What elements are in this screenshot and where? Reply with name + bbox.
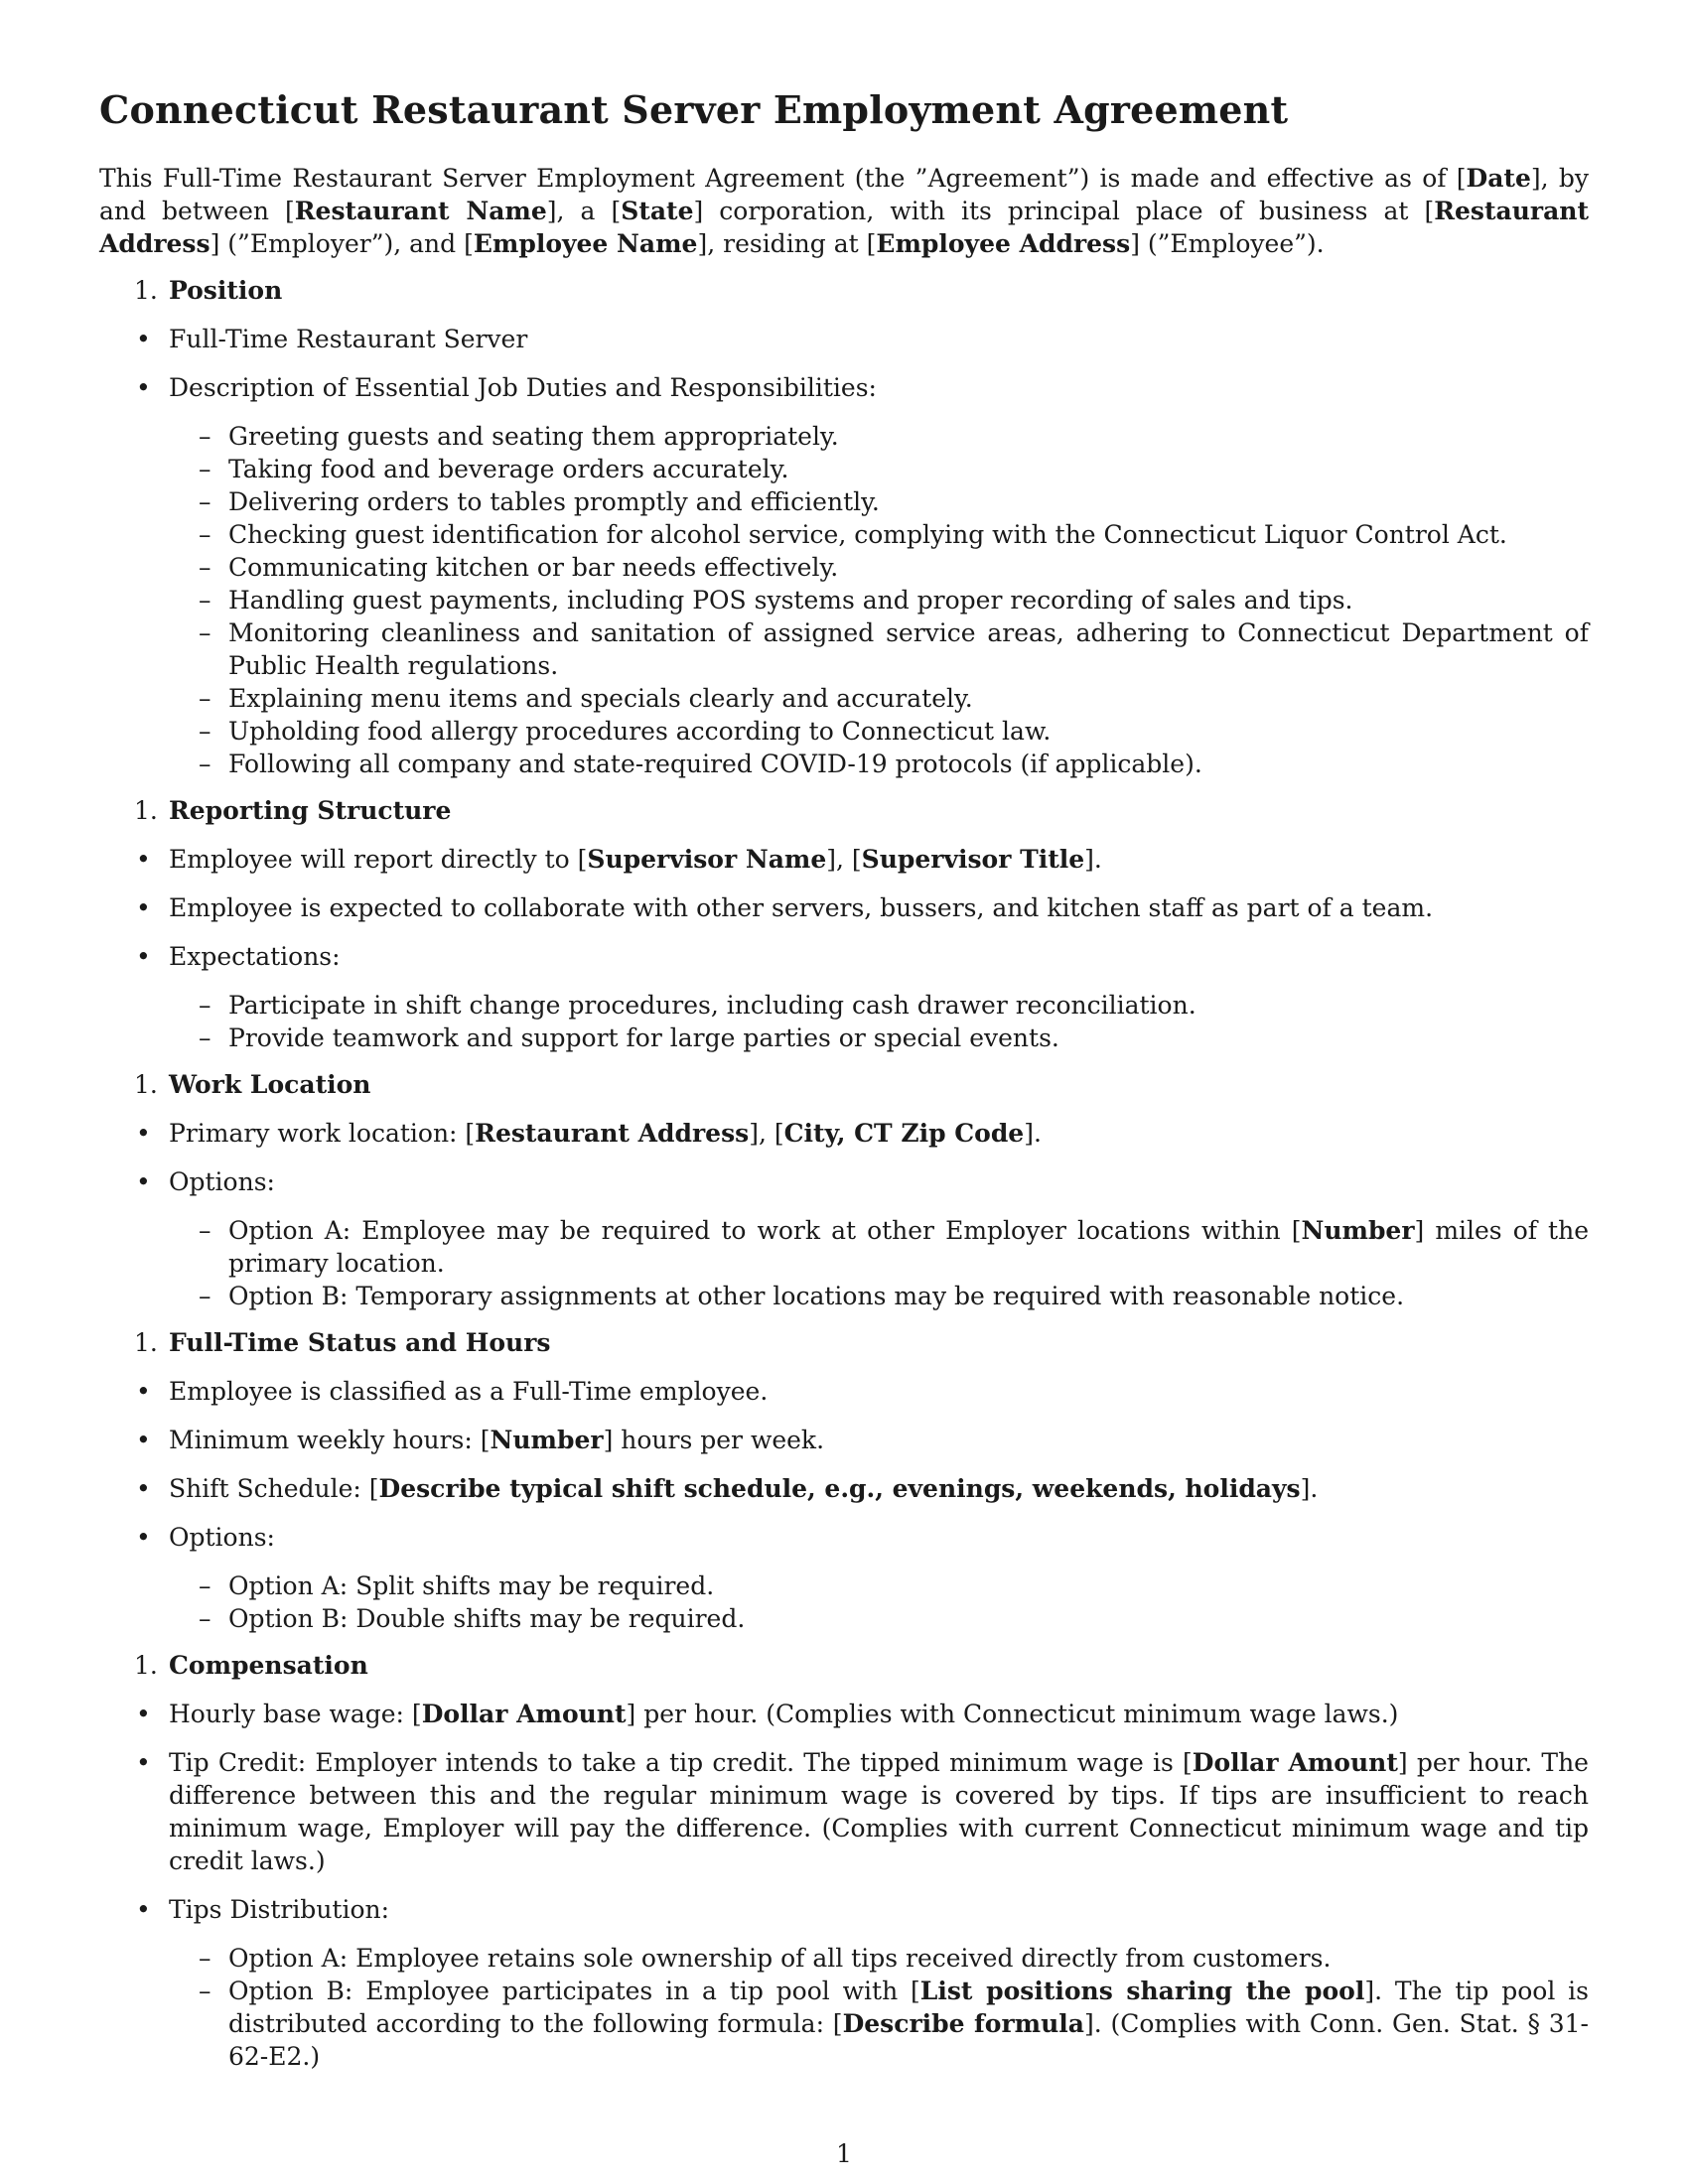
bullet-text: Tips Distribution: [169,1895,390,1924]
section-number: 1. [134,796,158,825]
bullet-text: Full-Time Restaurant Server [169,325,528,353]
section-title: Reporting Structure [169,796,452,825]
document-title: Connecticut Restaurant Server Employment Agreement [99,87,1289,132]
placeholder-number: Number [1301,1216,1415,1245]
placeholder-city-zip: City, CT Zip Code [783,1119,1025,1148]
intro-text: ], a [ [546,197,622,225]
bullet-text: Employee is expected to collaborate with other servers, bussers, and kitchen staff as part of a team. [169,893,1434,922]
sub-item: – Handling guest payments, including POS systems and proper recording of sales and tips. [199,586,1353,614]
intro-text: ] (”Employee”). [1130,229,1325,258]
section-number: 1. [134,1328,158,1357]
sub-text: Explaining menu items and specials clearly and accurately. [228,684,973,713]
bullet-item: • Full-Time Restaurant Server [136,325,528,353]
placeholder-number: Number [490,1426,604,1454]
placeholder-supervisor-title: Supervisor Title [861,845,1085,874]
bullet-text: Minimum weekly hours: [ [169,1426,491,1454]
bullet-item: • Employee will report directly to [Supervisor Name], [Supervisor Title]. [136,845,1102,874]
section-title: Compensation [169,1651,368,1680]
placeholder-dollar-amount: Dollar Amount [1192,1748,1398,1777]
bullet-text: Description of Essential Job Duties and Responsibilities: [169,373,877,402]
bullet-text: Expectations: [169,942,341,971]
placeholder-restaurant-name: Restaurant Name [294,197,547,225]
bullet-item: • Shift Schedule: [Describe typical shift schedule, e.g., evenings, weekends, holidays]. [136,1474,1319,1503]
sub-item: – Monitoring cleanliness and sanitation of assigned service areas, adhering to Connecticut Department of Public Health regulations. [199,618,1589,680]
bullet-text: ] per hour. (Complies with Connecticut minimum wage laws.) [626,1700,1399,1728]
bullet-item: • Employee is expected to collaborate with other servers, bussers, and kitchen staff as part of a team. [136,893,1434,922]
sub-text: Participate in shift change procedures, including cash drawer reconciliation. [228,991,1196,1020]
bullet-item: • Primary work location: [Restaurant Address], [City, CT Zip Code]. [136,1119,1042,1148]
bullet-text: Hourly base wage: [ [169,1700,422,1728]
sub-item: – Following all company and state-required COVID-19 protocols (if applicable). [199,750,1202,778]
bullet-item: • Hourly base wage: [Dollar Amount] per hour. (Complies with Connecticut minimum wage laws.) [136,1700,1399,1728]
expectations-list [99,989,1589,1054]
sub-text: ]. The tip pool is distributed according to the following formula: [ [228,1977,1589,2038]
intro-paragraph [99,162,1589,260]
tips-options-list [99,1942,1589,2073]
section-compensation [99,1649,1589,1682]
document-page [99,87,1589,2087]
sub-text: Option B: Double shifts may be required. [228,1604,746,1633]
sub-text: Option B: Employee participates in a tip pool with [ [228,1977,920,2005]
bullet-text: ], [ [826,845,862,874]
sub-item: – Checking guest identification for alcohol service, complying with the Connecticut Liquor Control Act. [199,520,1507,549]
bullet-text: Employee is classified as a Full-Time employee. [169,1377,769,1406]
sub-text: Delivering orders to tables promptly and efficiently. [228,487,880,516]
sub-item: – Greeting guests and seating them appropriately. [199,422,839,451]
bullet-text: ] per hour. The difference between this and the regular minimum wage is covered by tips. If tips are insufficient to reach minimum wage, Employer will pay the difference. (Complies with current Connecticut minimum wage and tip credit laws.) [169,1748,1589,1875]
page-number: 1 [836,2139,852,2168]
section-title: Full-Time Status and Hours [169,1328,551,1357]
section-title: Position [169,276,283,305]
sub-text: Handling guest payments, including POS systems and proper recording of sales and tips. [228,586,1353,614]
placeholder-supervisor-name: Supervisor Name [587,845,827,874]
sub-text: Option A: Employee may be required to work at other Employer locations within [ [228,1216,1302,1245]
sub-item: – Option B: Temporary assignments at other locations may be required with reasonable notice. [199,1282,1405,1310]
placeholder-employee-address: Employee Address [876,229,1131,258]
sub-text: Taking food and beverage orders accurately. [228,455,789,483]
section-number: 1. [134,1651,158,1680]
duties-list [99,420,1589,780]
intro-text: ], by and between [ [99,164,1589,225]
placeholder-formula: Describe formula [842,2009,1084,2038]
intro-text: ], residing at [ [697,229,877,258]
bullet-text: ]. [1300,1474,1319,1503]
section-position [99,274,1589,307]
placeholder-shift-schedule: Describe typical shift schedule, e.g., evenings, weekends, holidays [378,1474,1301,1503]
sub-item: – Provide teamwork and support for large parties or special events. [199,1024,1059,1052]
sub-text: Following all company and state-required COVID-19 protocols (if applicable). [228,750,1202,778]
sub-text: Option A: Employee retains sole ownership of all tips received directly from customers. [228,1944,1332,1973]
sub-text: Greeting guests and seating them appropriately. [228,422,839,451]
bullet-text: ] hours per week. [603,1426,825,1454]
sub-item: – Upholding food allergy procedures according to Connecticut law. [199,717,1052,746]
bullet-item: • Options: [136,1523,275,1552]
bullet-text: Employee will report directly to [ [169,845,588,874]
placeholder-tip-pool-positions: List positions sharing the pool [919,1977,1365,2005]
bullet-item: • Description of Essential Job Duties and Responsibilities: [136,373,877,402]
sub-item: – Option A: Employee may be required to work at other Employer locations within [Number] miles of the primary location. [199,1216,1589,1278]
bullet-item: • Expectations: [136,942,341,971]
section-number: 1. [134,276,158,305]
bullet-item: • Options: [136,1167,275,1196]
shift-options-list [99,1570,1589,1635]
placeholder-dollar-amount: Dollar Amount [421,1700,627,1728]
sub-item: – Option A: Split shifts may be required. [199,1571,715,1600]
placeholder-restaurant-address: Restaurant Address [99,197,1589,258]
bullet-item: • Tip Credit: Employer intends to take a tip credit. The tipped minimum wage is [Dollar Amount] per hour. The difference between this and the regular minimum wage is covered by tips. If tips are insufficient to reach minimum wage, Employer will pay the difference. (Complies with current Connecticut minimum wage and tip credit laws.) [136,1748,1589,1875]
sub-text: Provide teamwork and support for large parties or special events. [228,1024,1059,1052]
sub-text: Option B: Temporary assignments at other locations may be required with reasonable notice. [228,1282,1405,1310]
bullet-text: Tip Credit: Employer intends to take a tip credit. The tipped minimum wage is [ [169,1748,1193,1777]
bullet-item: • Tips Distribution: [136,1895,390,1924]
section-title: Work Location [169,1070,371,1099]
sub-text: Communicating kitchen or bar needs effectively. [228,553,839,582]
section-reporting-structure [99,794,1589,827]
bullet-text: ]. [1084,845,1102,874]
bullet-text: ]. [1024,1119,1042,1148]
section-work-location [99,1068,1589,1101]
sub-text: Option A: Split shifts may be required. [228,1571,715,1600]
intro-text: ] (”Employer”), and [ [210,229,474,258]
sub-item: – Explaining menu items and specials clearly and accurately. [199,684,973,713]
location-options-list [99,1214,1589,1312]
bullet-text: ], [ [749,1119,784,1148]
sub-item: – Option A: Employee retains sole ownership of all tips received directly from customers. [199,1944,1332,1973]
bullet-text: Shift Schedule: [ [169,1474,379,1503]
bullet-item: • Minimum weekly hours: [Number] hours per week. [136,1426,825,1454]
placeholder-date: Date [1466,164,1531,193]
sub-item: – Taking food and beverage orders accurately. [199,455,789,483]
sub-item: – Option B: Employee participates in a tip pool with [List positions sharing the pool]. The tip pool is distributed according to the following formula: [Describe formula]. (Complies with Conn. Gen. Stat. § 31-62-E2.) [199,1977,1589,2071]
bullet-text: Primary work location: [ [169,1119,476,1148]
sub-item: – Participate in shift change procedures, including cash drawer reconciliation. [199,991,1196,1020]
sub-item: – Delivering orders to tables promptly and efficiently. [199,487,880,516]
sub-text: Checking guest identification for alcohol service, complying with the Connecticut Liquor Control Act. [228,520,1507,549]
placeholder-employee-name: Employee Name [473,229,698,258]
bullet-text: Options: [169,1523,275,1552]
sub-text: ]. (Complies with Conn. Gen. Stat. § 31-62-E2.) [228,2009,1589,2071]
intro-text: This Full-Time Restaurant Server Employment Agreement (the ”Agreement”) is made and effective as of [ [99,164,1467,193]
sub-text: Upholding food allergy procedures according to Connecticut law. [228,717,1052,746]
bullet-item: • Employee is classified as a Full-Time employee. [136,1377,769,1406]
sub-item: – Communicating kitchen or bar needs effectively. [199,553,839,582]
section-status-hours [99,1326,1589,1359]
bullet-text: Options: [169,1167,275,1196]
sub-text: ] miles of the primary location. [228,1216,1589,1278]
intro-text: ] corporation, with its principal place of business at [ [693,197,1435,225]
sub-text: Monitoring cleanliness and sanitation of assigned service areas, adhering to Connecticut Department of Public Health regulations. [228,618,1589,680]
sub-item: – Option B: Double shifts may be required. [199,1604,746,1633]
section-number: 1. [134,1070,158,1099]
placeholder-restaurant-address: Restaurant Address [475,1119,750,1148]
placeholder-state: State [621,197,694,225]
